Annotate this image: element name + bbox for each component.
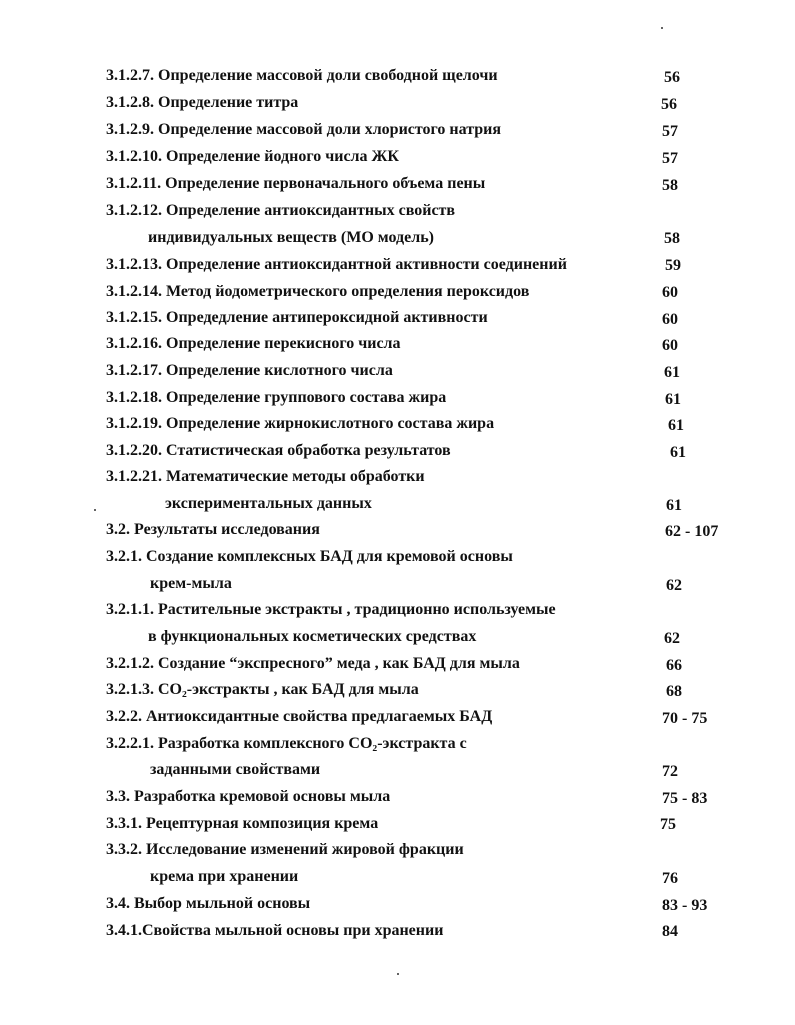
toc-title: 3.3.2. Исследование изменений жировой фракции bbox=[106, 841, 464, 858]
toc-title: 3.1.2.19. Определение жирнокислотного состава жира bbox=[106, 415, 495, 432]
toc-page-number: 84 bbox=[662, 923, 678, 940]
toc-title: 3.1.2.21. Математические методы обработки bbox=[106, 468, 425, 485]
toc-page-number: 61 bbox=[664, 364, 680, 381]
toc-title-continuation: в функциональных косметических средствах bbox=[148, 628, 477, 645]
toc-page-number: 62 bbox=[664, 630, 680, 647]
toc-title: 3.1.2.17. Определение кислотного числа bbox=[106, 362, 393, 379]
toc-page-number: 57 bbox=[662, 150, 678, 167]
toc-title: 3.2.1. Создание комплексных БАД для кремовой основы bbox=[106, 548, 513, 565]
toc-title: 3.3.1. Рецептурная композиция крема bbox=[106, 815, 379, 832]
toc-page-number: 60 bbox=[662, 311, 678, 328]
toc-title-continuation: крема при хранении bbox=[150, 868, 299, 885]
toc-title: 3.1.2.11. Определение первоначального объема пены bbox=[106, 175, 486, 192]
toc-page-range: 83 - 93 bbox=[662, 897, 708, 914]
toc-title-continuation: заданными свойствами bbox=[150, 761, 321, 778]
toc-title: 3.2.1.1. Растительные экстракты , традиционно используемые bbox=[106, 601, 556, 618]
toc-title: 3.2.1.2. Создание “экспресного” меда , как БАД для мыла bbox=[106, 655, 520, 672]
toc-section-title: 3.2. Результаты исследования bbox=[106, 521, 320, 538]
toc-page-number: 61 bbox=[666, 497, 682, 514]
toc-page-number: 58 bbox=[662, 177, 678, 194]
toc-page-number: 62 bbox=[666, 577, 682, 594]
toc-title: 3.1.2.9. Определение массовой доли хлористого натрия bbox=[106, 121, 502, 138]
toc-page-number: 61 bbox=[665, 391, 681, 408]
toc-title: 3.1.2.15. Опредедление антипероксидной активности bbox=[106, 309, 488, 326]
toc-title: 3.1.2.20. Статистическая обработка результатов bbox=[106, 442, 451, 459]
toc-title: 3.1.2.7. Определение массовой доли свободной щелочи bbox=[106, 67, 498, 84]
toc-page-number: 66 bbox=[666, 657, 682, 674]
toc-title-continuation: экспериментальных данных bbox=[165, 495, 372, 512]
toc-title: 3.1.2.10. Определение йодного числа ЖК bbox=[106, 148, 399, 165]
toc-title-continuation: крем-мыла bbox=[150, 575, 232, 592]
toc-title-continuation: индивидуальных веществ (МО модель) bbox=[148, 229, 434, 246]
scan-speck bbox=[661, 27, 663, 29]
toc-page-number: 68 bbox=[666, 683, 682, 700]
toc-section-title: 3.3. Разработка кремовой основы мыла bbox=[106, 788, 391, 805]
toc-title: 3.1.2.16. Определение перекисного числа bbox=[106, 335, 401, 352]
toc-page-number: 72 bbox=[662, 763, 678, 780]
scan-speck bbox=[397, 973, 399, 975]
toc-page-number: 76 bbox=[662, 870, 678, 887]
toc-page-number: 61 bbox=[668, 417, 684, 434]
toc-page-number: 56 bbox=[664, 69, 680, 86]
toc-title: 3.2.2. Антиоксидантные свойства предлагаемых БАД bbox=[106, 708, 493, 725]
toc-title: 3.2.1.3. СО₂-экстракты , как БАД для мыла bbox=[106, 681, 419, 698]
toc-title: 3.1.2.12. Определение антиоксидантных свойств bbox=[106, 202, 456, 219]
toc-page-number: 75 bbox=[660, 816, 676, 833]
toc-title: 3.2.2.1. Разработка комплексного СО₂-экстракта с bbox=[106, 735, 467, 752]
toc-page-range: 62 - 107 bbox=[665, 523, 719, 540]
toc-section-title: 3.4. Выбор мыльной основы bbox=[106, 895, 311, 912]
toc-page-number: 56 bbox=[661, 96, 677, 113]
toc-page-number: 59 bbox=[665, 257, 681, 274]
toc-page-range: 75 - 83 bbox=[662, 790, 708, 807]
toc-page-number: 60 bbox=[662, 284, 678, 301]
toc-title: 3.1.2.8. Определение титра bbox=[106, 94, 299, 111]
toc-page-range: 70 - 75 bbox=[662, 710, 708, 727]
toc-title: 3.1.2.14. Метод йодометрического определения пероксидов bbox=[106, 283, 530, 300]
toc-page-number: 60 bbox=[662, 337, 678, 354]
toc-page-number: 61 bbox=[670, 444, 686, 461]
scan-speck bbox=[94, 509, 96, 511]
toc-page-number: 58 bbox=[664, 230, 680, 247]
toc-title: 3.1.2.13. Определение антиоксидантной активности соединений bbox=[106, 256, 567, 273]
toc-title: 3.1.2.18. Определение группового состава жира bbox=[106, 389, 447, 406]
toc-page-number: 57 bbox=[662, 123, 678, 140]
toc-title: 3.4.1.Свойства мыльной основы при хранении bbox=[106, 922, 444, 939]
